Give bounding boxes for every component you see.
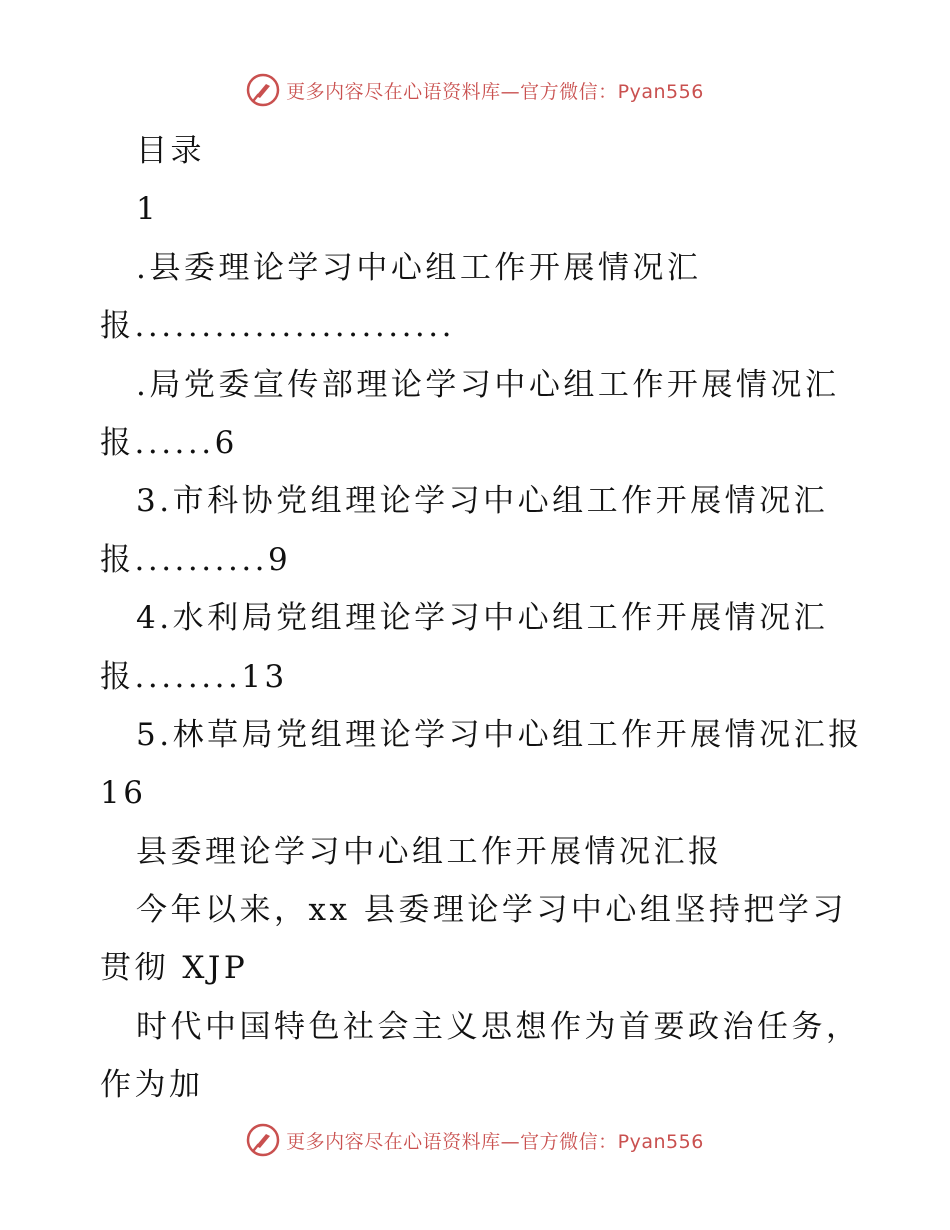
footer-watermark <box>0 1120 950 1160</box>
pen-nib-seal-icon <box>246 1123 280 1157</box>
toc-entry-continuation: 16 <box>100 775 147 812</box>
toc-entry-continuation: 报........................ <box>100 308 455 345</box>
section-title: 县委理论学习中心组工作开展情况汇报 <box>136 833 723 870</box>
toc-entry-continuation: 报........13 <box>100 658 288 695</box>
pen-nib-seal-icon <box>246 73 280 107</box>
toc-entry: 5.林草局党组理论学习中心组工作开展情况汇报 <box>136 716 863 753</box>
body-paragraph-line: 今年以来，xx 县委理论学习中心组坚持把学习 <box>136 892 847 929</box>
toc-entry-continuation: 报......6 <box>100 424 238 461</box>
toc-entry: .局党委宣传部理论学习中心组工作开展情况汇 <box>136 366 840 403</box>
toc-line: 1 <box>136 191 160 228</box>
document-body <box>0 122 950 1115</box>
toc-entry-continuation: 报..........9 <box>100 541 292 578</box>
watermark-text: 更多内容尽在心语资料库—官方微信：Pyan556 <box>286 1130 704 1153</box>
toc-entry: .县委理论学习中心组工作开展情况汇 <box>136 249 702 286</box>
toc-heading: 目录 <box>136 133 205 169</box>
toc-entry: 3.市科协党组理论学习中心组工作开展情况汇 <box>136 483 829 520</box>
watermark-text: 更多内容尽在心语资料库—官方微信：Pyan556 <box>286 80 704 103</box>
body-paragraph-line: 贯彻 XJP <box>100 950 249 987</box>
body-paragraph-line: 时代中国特色社会主义思想作为首要政治任务， <box>136 1008 861 1045</box>
toc-entry: 4.水利局党组理论学习中心组工作开展情况汇 <box>136 600 829 637</box>
body-paragraph-line: 作为加 <box>100 1067 204 1104</box>
header-watermark <box>0 70 950 110</box>
